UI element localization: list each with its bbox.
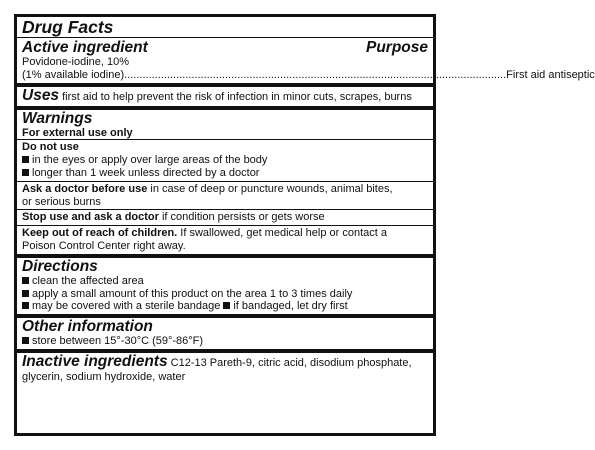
- ask-doctor-text: in case of deep or puncture wounds, animal bites,: [147, 182, 393, 195]
- keep-out-text: If swallowed, get medical help or contact a: [177, 227, 387, 240]
- bullet-square-icon: [223, 302, 230, 309]
- active-ingredient-name: Povidone-iodine, 10%: [22, 56, 130, 68]
- list-item: may be covered with a sterile bandage if bandaged, let dry first: [22, 300, 428, 313]
- active-ingredient-row: [22, 68, 595, 82]
- do-not-use-section: [22, 140, 428, 180]
- stop-use-section: [22, 210, 428, 225]
- list-item: clean the affected area: [22, 275, 428, 288]
- other-information-section: [22, 318, 428, 349]
- ask-doctor-heading: Ask a doctor before use: [22, 182, 148, 195]
- active-ingredient-detail: (1% available iodine): [22, 68, 125, 81]
- list-item: store between 15°-30°C (59°-86°F): [22, 335, 428, 348]
- ask-doctor-section: [22, 182, 428, 210]
- active-ingredient-heading: Active ingredient: [22, 39, 148, 56]
- stop-use-heading: Stop use and ask a doctor: [22, 211, 159, 224]
- do-not-use-heading: Do not use: [22, 141, 79, 154]
- inactive-ingredients-text: C12-13 Pareth-9, citric acid, disodium phosphate,: [167, 356, 412, 369]
- ask-doctor-text-2: or serious burns: [22, 195, 101, 208]
- inactive-ingredients-section: [22, 353, 428, 385]
- bullet-square-icon: [22, 277, 29, 284]
- dot-leader: .............................................................................................................................: [124, 68, 507, 81]
- directions-section: [22, 258, 428, 314]
- keep-out-section: [22, 226, 428, 254]
- bullet-square-icon: [22, 290, 29, 297]
- bullet-square-icon: [22, 156, 29, 163]
- drug-facts-label: [14, 14, 595, 436]
- purpose-text: First aid antiseptic: [506, 68, 595, 81]
- bullet-square-icon: [22, 169, 29, 176]
- directions-heading: Directions: [22, 257, 98, 275]
- inactive-ingredients-text-2: glycerin, sodium hydroxide, water: [22, 370, 186, 383]
- warnings-heading: Warnings: [22, 109, 93, 127]
- uses-section: [22, 87, 428, 106]
- uses-text: first aid to help prevent the risk of infection in minor cuts, scrapes, burns: [62, 90, 412, 103]
- bullet-square-icon: [22, 337, 29, 344]
- warnings-section: [22, 110, 428, 140]
- bullet-square-icon: [22, 302, 29, 309]
- inactive-ingredients-heading: Inactive ingredients: [22, 352, 168, 370]
- uses-heading: Uses: [22, 86, 60, 104]
- stop-use-text: if condition persists or gets worse: [158, 211, 325, 224]
- external-use-text: For external use only: [22, 126, 133, 139]
- active-ingredient-section: [22, 38, 595, 83]
- label-title: Drug Facts: [22, 17, 114, 37]
- other-information-heading: Other information: [22, 318, 153, 336]
- keep-out-text-2: Poison Control Center right away.: [22, 239, 186, 252]
- list-item: apply a small amount of this product on the area 1 to 3 times daily: [22, 288, 428, 301]
- keep-out-heading: Keep out of reach of children.: [22, 227, 178, 240]
- list-item: longer than 1 week unless directed by a doctor: [22, 167, 428, 180]
- purpose-heading: Purpose: [365, 39, 428, 56]
- list-item: in the eyes or apply over large areas of the body: [22, 154, 428, 167]
